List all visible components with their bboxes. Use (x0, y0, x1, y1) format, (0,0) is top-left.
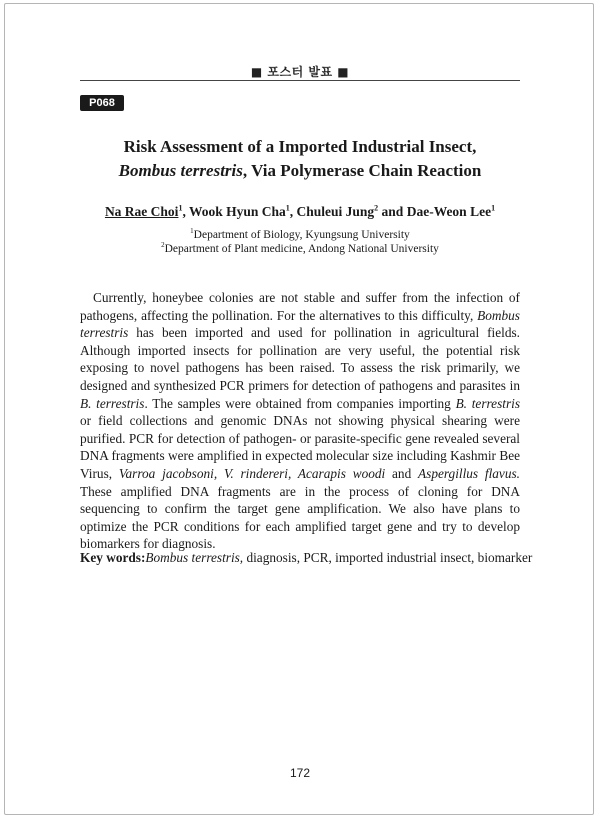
page-number: 172 (289, 766, 311, 780)
affiliation-text: Department of Plant medicine, Andong National University (164, 243, 439, 255)
keywords-species: Bombus terrestris, (145, 550, 244, 565)
author-separator: , (289, 204, 297, 219)
abstract-species: Aspergillus flavus. (418, 465, 520, 481)
abstract-species: Bombus terrestris (80, 307, 520, 341)
affiliation-mark: 1 (190, 227, 194, 236)
poster-code-badge: P068 (80, 95, 124, 111)
abstract-text: Currently, honeybee colonies are not stable and suffer from the infection of pathogens, affecting the pollination. For the alternatives to this difficulty, (80, 290, 520, 323)
title-line-2: , Via Polymerase Chain Reaction (242, 161, 482, 180)
abstract-text: These amplified DNA fragments are in the process of cloning for DNA sequencing to confirm the target gene amplification. We also have plans to optimize the PCR conditions for each amplified target gene and try to develop biomarkers for diagnosis. (80, 483, 520, 552)
affiliation-mark: 2 (161, 241, 165, 250)
section-header: ■ 포스터 발표 ■ (250, 65, 350, 79)
author-affiliation-mark: 1 (285, 203, 290, 213)
author-list (40, 204, 560, 220)
abstract-text: has been imported and used for pollination in agricultural fields. Although imported insects for pollination are very useful, the potential risk exposing to novel pathogens has been raised. To assess the risk primarily, we designed and synthesized PCR primers for detection of pathogens and parasites in (80, 325, 520, 393)
abstract-species: B. terrestris (80, 395, 145, 411)
paper-title (60, 135, 540, 183)
abstract-paragraph (80, 289, 520, 553)
abstract-text: or field collections and genomic DNAs not showing physical shearing were purified. PCR for detection of pathogen- or parasite-specific gene revealed several DNA fragments were amplified in expected molecular size including Kashmir Bee Virus, (80, 413, 520, 481)
author-affiliation-mark: 1 (178, 203, 183, 213)
keywords-list: diagnosis, PCR, imported industrial insect, biomarker (243, 550, 533, 565)
affiliation-text: Department of Biology, Kyungsung University (193, 229, 410, 241)
author-affiliation-mark: 2 (374, 203, 379, 213)
author-name: Wook Hyun Cha (188, 204, 286, 219)
author-separator: and (378, 204, 407, 219)
abstract-text: and (385, 465, 419, 481)
affiliation-line (40, 229, 560, 241)
title-line-1: Risk Assessment of a Imported Industrial Insect, (123, 137, 477, 156)
abstract-species: B. terrestris (455, 395, 520, 411)
keywords-line (80, 549, 533, 566)
author-name: Chuleui Jung (296, 204, 375, 219)
author-name: Dae-Weon Lee (406, 204, 492, 219)
title-species: Bombus terrestris (118, 161, 243, 180)
keywords-label: Key words: (80, 550, 146, 565)
author-separator: , (182, 204, 189, 219)
abstract-text: . The samples were obtained from companies importing (144, 395, 456, 411)
header-divider (80, 80, 520, 81)
affiliation-line (40, 243, 560, 255)
abstract-species: Varroa jacobsoni, V. rindereri, Acarapis woodi (118, 465, 386, 481)
author-name: Na Rae Choi (104, 204, 179, 219)
author-affiliation-mark: 1 (491, 203, 496, 213)
